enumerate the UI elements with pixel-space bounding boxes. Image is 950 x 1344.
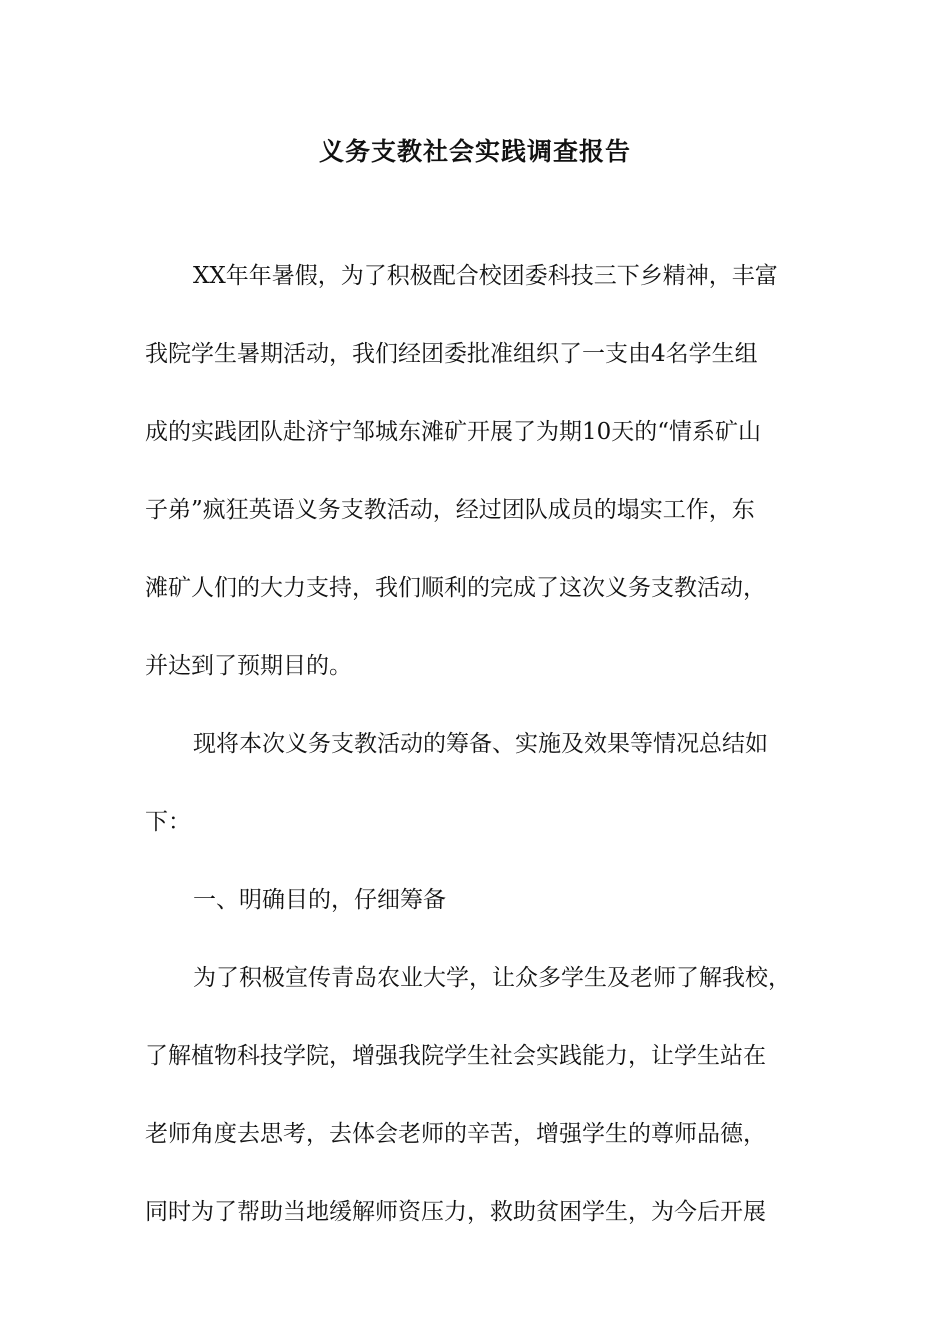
paragraph-3-line-3: 老师角度去思考，去体会老师的辛苦，增强学生的尊师品德， bbox=[145, 1121, 766, 1147]
paragraph-1-line-2: 我院学生暑期活动，我们经团委批准组织了一支由4名学生组 bbox=[145, 341, 758, 367]
paragraph-3-line-1: 为了积极宣传青岛农业大学，让众多学生及老师了解我校， bbox=[193, 965, 791, 991]
document-title: 义务支教社会实践调查报告 bbox=[318, 137, 631, 166]
paragraph-1-line-4: 子弟”疯狂英语义务支教活动，经过团队成员的塌实工作，东 bbox=[145, 497, 755, 523]
paragraph-3-line-4: 同时为了帮助当地缓解师资压力，救助贫困学生，为今后开展 bbox=[145, 1199, 766, 1225]
paragraph-1-line-6: 并达到了预期目的。 bbox=[145, 653, 352, 679]
paragraph-1-line-3: 成的实践团队赴济宁邹城东滩矿开展了为期10天的“情系矿山 bbox=[145, 419, 762, 445]
paragraph-1-line-1: XX年年暑假，为了积极配合校团委科技三下乡精神，丰富 bbox=[193, 263, 778, 289]
paragraph-2-line-2: 下： bbox=[145, 809, 191, 835]
paragraph-2-line-1: 现将本次义务支教活动的筹备、实施及效果等情况总结如 bbox=[193, 731, 768, 757]
section-heading: 一、明确目的，仔细筹备 bbox=[193, 887, 446, 913]
paragraph-3-line-2: 了解植物科技学院，增强我院学生社会实践能力，让学生站在 bbox=[145, 1043, 766, 1069]
paragraph-1-line-5: 滩矿人们的大力支持，我们顺利的完成了这次义务支教活动， bbox=[145, 575, 766, 601]
